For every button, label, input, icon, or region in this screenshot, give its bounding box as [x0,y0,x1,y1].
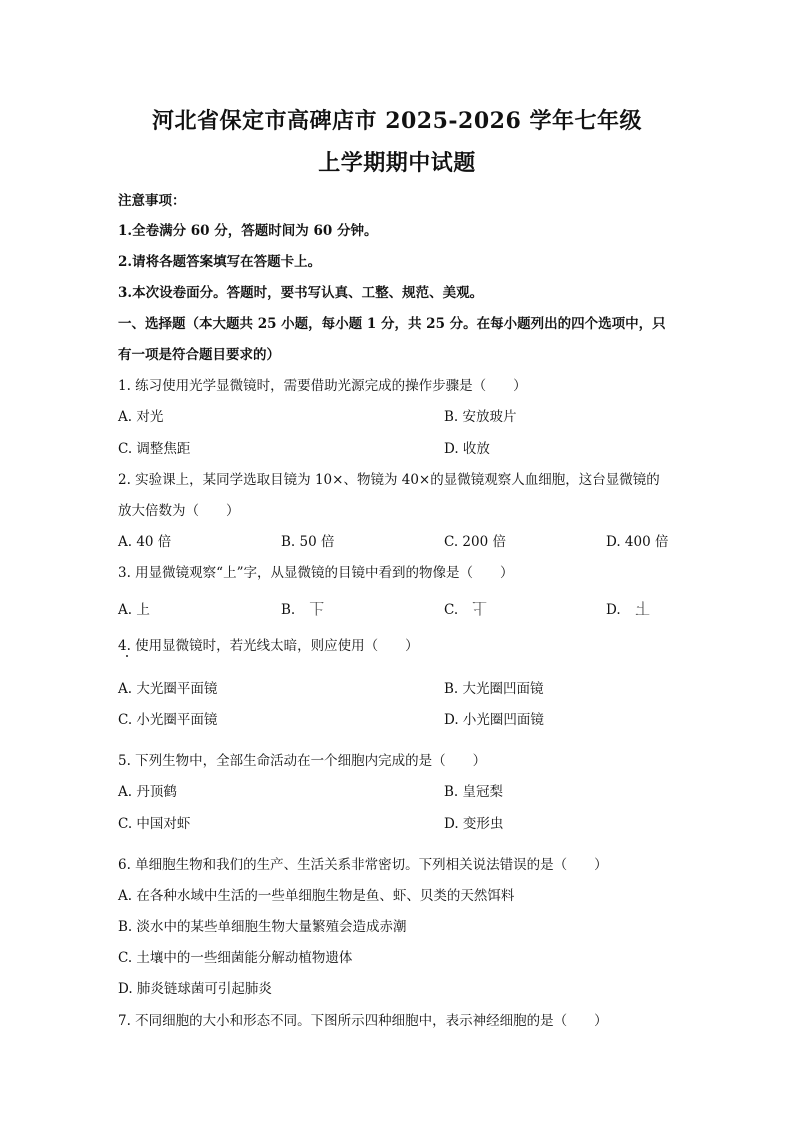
question-6-option-a: A. 在各种水域中生活的一些单细胞生物是鱼、虾、贝类的天然饵料 [118,888,515,904]
option-d-mirrored-character-image: 上 [634,600,650,618]
question-4-option-a: A. 大光圈平面镜 [118,681,218,697]
question-1-option-d: D. 收放 [444,441,490,457]
question-5-stem: 5. 下列生物中，全部生命活动在一个细胞内完成的是（ ） [118,753,487,769]
question-5-option-c: C. 中国对虾 [118,816,191,832]
question-3-option-b [281,598,324,619]
question-2-stem-line2: 放大倍数为（ ） [118,503,240,519]
question-3-option-d-label: D. [606,602,621,618]
note-item-3: 3.本次设卷面分。答题时，要书写认真、工整、规范、美观。 [118,285,484,301]
question-4-stem: 4. 使用显微镜时，若光线太暗，则应使用（ ） [118,638,419,654]
question-2-stem-line1: 2. 实验课上，某同学选取目镜为 10×、物镜为 40×的显微镜观察人血细胞，这台显微镜的 [118,472,660,488]
question-5-option-b: B. 皇冠梨 [444,784,504,800]
question-4-option-b: B. 大光圈凹面镜 [444,681,544,697]
question-2-option-c: C. 200 倍 [444,534,506,550]
note-item-1: 1.全卷满分 60 分，答题时间为 60 分钟。 [118,223,378,239]
question-2-option-b: B. 50 倍 [281,534,335,550]
question-1-stem: 1. 练习使用光学显微镜时，需要借助光源完成的操作步骤是（ ） [118,378,527,394]
scan-dot-mark [126,655,128,657]
section-heading-line2: 有一项是符合题目要求的） [118,347,280,363]
question-3-option-d [606,598,650,619]
question-1-option-a: A. 对光 [118,409,164,425]
question-6-option-b: B. 淡水中的某些单细胞生物大量繁殖会造成赤潮 [118,919,407,935]
question-5-option-d: D. 变形虫 [444,816,504,832]
question-3-option-b-label: B. [281,602,296,618]
question-7-stem: 7. 不同细胞的大小和形态不同。下图所示四种细胞中，表示神经细胞的是（ ） [118,1013,608,1029]
notes-heading: 注意事项： [118,193,186,209]
question-6-stem: 6. 单细胞生物和我们的生产、生活关系非常密切。下列相关说法错误的是（ ） [118,857,608,873]
question-5-option-a: A. 丹顶鹤 [118,784,177,800]
exam-title-line2: 上学期期中试题 [318,150,476,176]
question-1-option-c: C. 调整焦距 [118,441,191,457]
question-6-option-d: D. 肺炎链球菌可引起肺炎 [118,981,272,997]
question-2-option-d: D. 400 倍 [606,534,669,550]
question-3-option-a: A. 上 [118,602,150,618]
option-b-flipped-character-image: 上 [309,599,325,617]
exam-title-line1: 河北省保定市高碑店市 2025-2026 学年七年级 [152,108,642,134]
question-2-option-a: A. 40 倍 [118,534,172,550]
note-item-2: 2.请将各题答案填写在答题卡上。 [118,254,322,270]
question-3-option-c [444,598,487,619]
question-3-option-c-label: C. [444,602,459,618]
question-1-option-b: B. 安放玻片 [444,409,517,425]
section-heading-line1: 一、选择题（本大题共 25 小题，每小题 1 分，共 25 分。在每小题列出的四个选项中，只 [118,316,666,332]
question-4-option-c: C. 小光圈平面镜 [118,712,218,728]
question-6-option-c: C. 土壤中的一些细菌能分解动植物遗体 [118,950,353,966]
question-4-option-d: D. 小光圈凹面镜 [444,712,544,728]
option-c-rotated-character-image: 上 [472,599,488,617]
question-3-stem: 3. 用显微镜观察“上”字，从显微镜的目镜中看到的物像是（ ） [118,565,514,581]
